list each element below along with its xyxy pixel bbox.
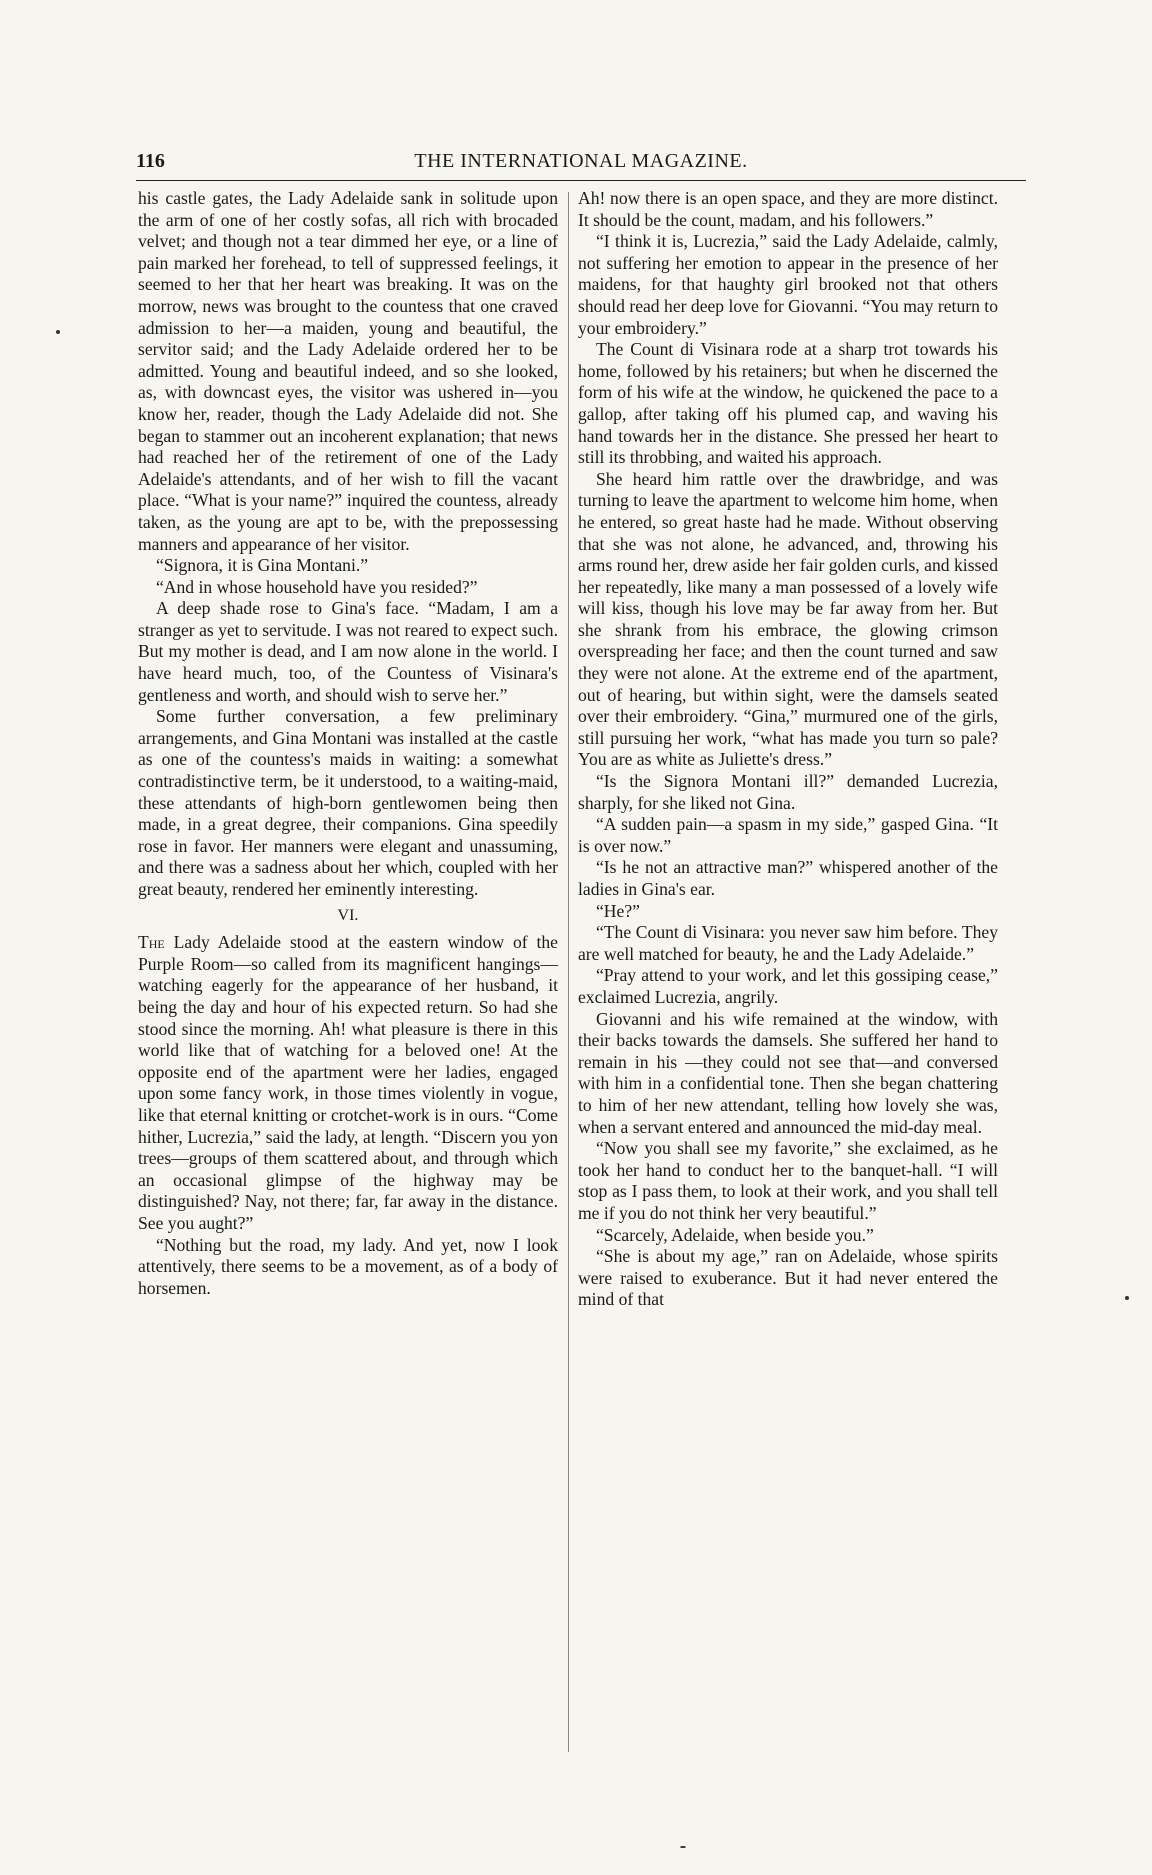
paragraph: Giovanni and his wife remained at the window, with their backs towards the damsels. She suffered her hand to remain in his —they could not see that—and conversed with him in a confidential tone. Then she began chattering to him of her new attendant, telling how lovely she was, when a servant entered and announced the mid-day meal. (578, 1008, 998, 1137)
paper-speck (56, 330, 60, 334)
lead-word: The (138, 932, 165, 953)
paragraph: “She is about my age,” ran on Adelaide, whose spirits were raised to exuberance. But it had never entered the mind of that (578, 1246, 998, 1310)
paragraph: “Now you shall see my favorite,” she exclaimed, as he took her hand to conduct her to the banquet-hall. “I will stop as I pass them, to look at their work, and you shall tell me if you do not think her very beautiful.” (578, 1138, 998, 1223)
paragraph-text: Lady Adelaide stood at the eastern window of the Purple Room—so called from its magnificent hangings—watching eagerly for the appearance of her husband, it being the day and hour of his expected return. So had she stood since the morning. Ah! what pleasure is there in this world like that of watching for a beloved one! At the opposite end of the apartment were her ladies, engaged upon some fancy work, in those times violently in vogue, like that eternal knitting or crotchet-work is in ours. “Come hither, Lucrezia,” said the lady, at length. “Discern you yon trees—groups of them scattered about, and through which an occasional glimpse of the highway may be distinguished? Nay, not there; far, far away in the distance. See you aught?” (138, 932, 558, 1233)
paragraph: “Scarcely, Adelaide, when beside you.” (596, 1224, 874, 1245)
page-number: 116 (136, 150, 165, 172)
paragraph: “Pray attend to your work, and let this gossiping cease,” exclaimed Lucrezia, angrily. (578, 965, 998, 1007)
paragraph: “A sudden pain—a spasm in my side,” gasped Gina. “It is over now.” (578, 814, 998, 856)
paragraph: “I think it is, Lucrezia,” said the Lady Adelaide, calmly, not suffering her emotion to appear in the presence of her maidens, for that haughty girl brooked not that others should read her deep love for Giovanni. “You may return to your embroidery.” (578, 231, 998, 338)
right-column (578, 188, 998, 1311)
paragraph: “The Count di Visinara: you never saw him before. They are well matched for beauty, he and the Lady Adelaide.” (578, 922, 998, 964)
paragraph: She heard him rattle over the drawbridge, and was turning to leave the apartment to welcome him home, when he entered, so great haste had he made. Without observing that she was not alone, he advanced, and, throwing his arms round her, drew aside her fair golden curls, and kissed her repeatedly, like many a man possessed of a lovely wife will kiss, though his love may be far away from her. But she shrank from his embrace, the glowing crimson overspreading her face; and then the count turned and saw they were not alone. At the extreme end of the apartment, out of hearing, but within sight, were the damsels seated over their embroidery. “Gina,” murmured one of the girls, still pursuing her work, “what has made you turn so pale? You are as white as Juliette's dress.” (578, 468, 998, 770)
paragraph: “Signora, it is Gina Montani.” (156, 555, 369, 576)
paragraph: “Is the Signora Montani ill?” demanded Lucrezia, sharply, for she liked not Gina. (578, 771, 998, 813)
running-title: THE INTERNATIONAL MAGAZINE. (414, 150, 748, 172)
left-column (138, 188, 558, 1299)
section-opening-paragraph (138, 932, 558, 1234)
paragraph: Ah! now there is an open space, and they are more distinct. It should be the count, madam, and his followers.” (578, 188, 998, 230)
page-header (136, 150, 1026, 181)
paragraph: A deep shade rose to Gina's face. “Madam, I am a stranger as yet to servitude. I was not reared to expect such. But my mother is dead, and I am now alone in the world. I have heard much, too, of the Countess of Visinara's gentleness and worth, and should wish to serve her.” (138, 598, 558, 705)
paragraph: “He?” (596, 900, 640, 921)
paragraph: “Nothing but the road, my lady. And yet, now I look attentively, there seems to be a movement, as of a body of horsemen. (138, 1234, 558, 1298)
paragraph: “Is he not an attractive man?” whispered another of the ladies in Gina's ear. (578, 857, 998, 899)
paper-speck (680, 1846, 686, 1848)
paper-speck (1125, 1296, 1129, 1300)
paragraph: The Count di Visinara rode at a sharp trot towards his home, followed by his retainers; but when he discerned the form of his wife at the window, he quickened the pace to a gallop, after taking off his plumed cap, and waving his hand towards her in the distance. She pressed her heart to still its throbbing, and waited his approach. (578, 339, 998, 468)
section-heading: VI. (337, 906, 359, 924)
column-divider (568, 192, 569, 1752)
paragraph: “And in whose household have you resided?” (156, 576, 478, 597)
paragraph: his castle gates, the Lady Adelaide sank in solitude upon the arm of one of her costly sofas, all rich with brocaded velvet; and though not a tear dimmed her eye, or a line of pain marked her forehead, to tell of suppressed feelings, it seemed to her that her heart was breaking. It was on the morrow, news was brought to the countess that one craved admission to her—a maiden, young and beautiful, the servitor said; and the Lady Adelaide ordered her to be admitted. Young and beautiful indeed, and so she looked, as, with downcast eyes, the visitor was ushered in—you know her, reader, though the Lady Adelaide did not. She began to stammer out an incoherent explanation; that news had reached her of the retirement of one of the Lady Adelaide's attendants, and of her wish to fill the vacant place. “What is your name?” inquired the countess, already taken, as the young are apt to be, with the prepossessing manners and appearance of her visitor. (138, 188, 558, 554)
paragraph: Some further conversation, a few preliminary arrangements, and Gina Montani was installed at the castle as one of the countess's maids in waiting: a somewhat contradistinctive term, be it understood, to a waiting-maid, these attendants of high-born gentlewomen being then made, in a great degree, their companions. Gina speedily rose in favor. Her manners were elegant and unassuming, and there was a sadness about her which, coupled with her great beauty, rendered her eminently interesting. (138, 706, 558, 899)
